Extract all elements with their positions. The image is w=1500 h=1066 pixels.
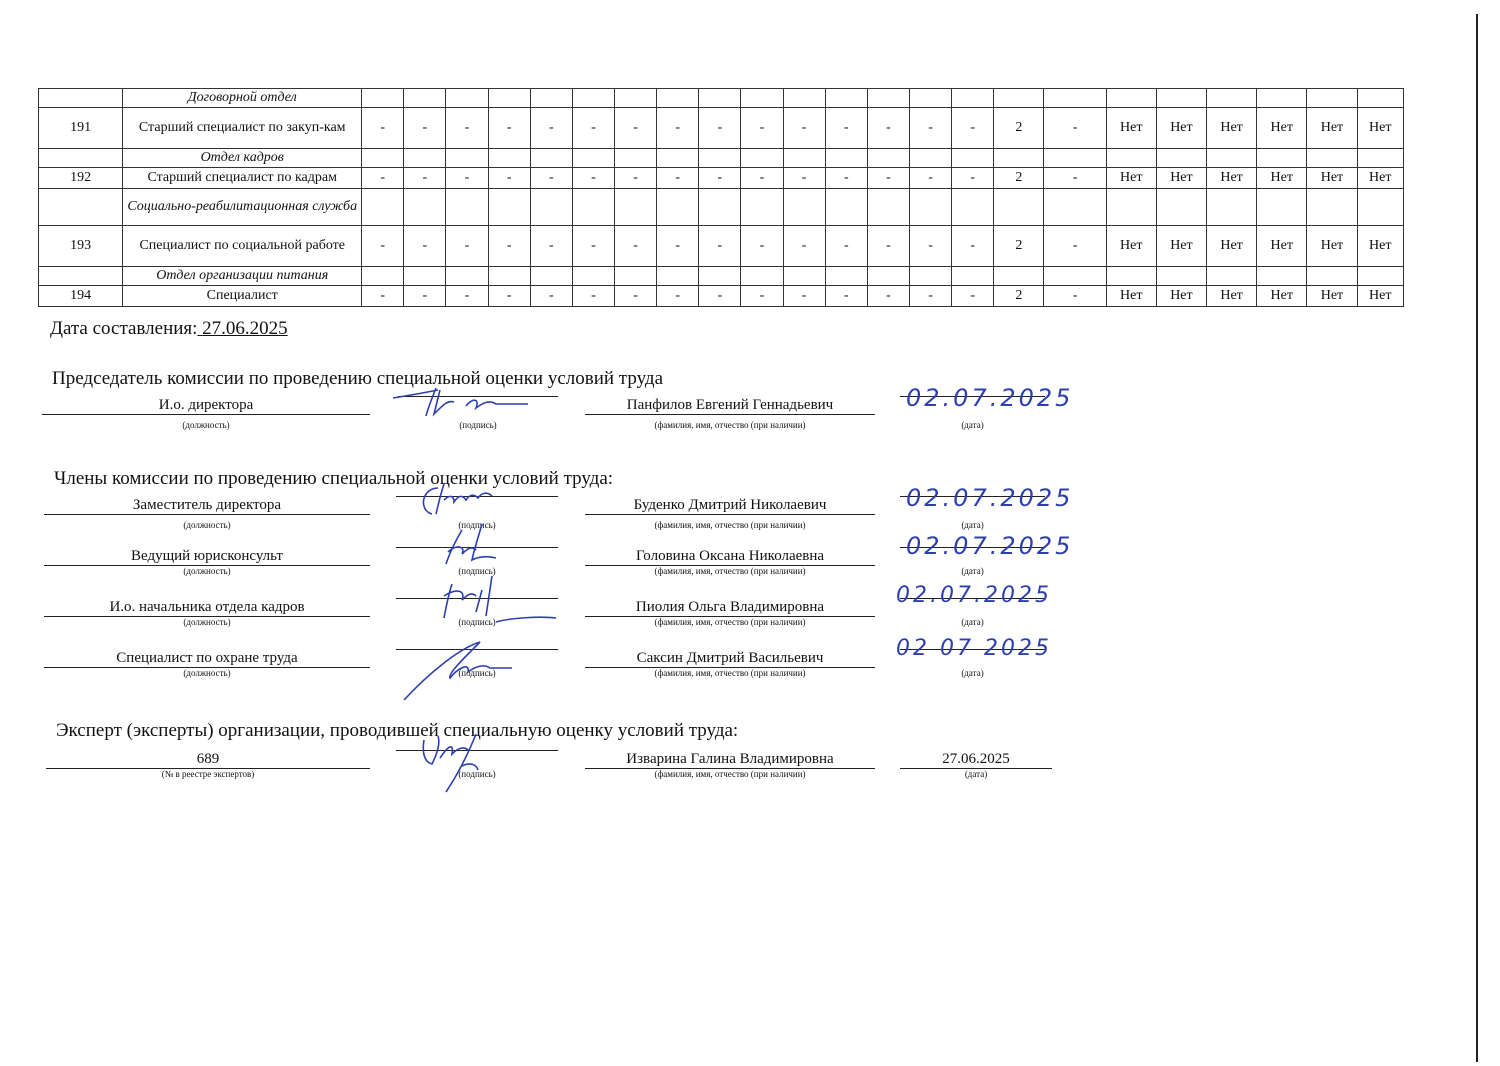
position-caption: (должность)	[183, 566, 231, 576]
table-cell: Нет	[1156, 226, 1206, 267]
table-cell: Специалист	[123, 286, 362, 307]
table-cell: Нет	[1106, 226, 1156, 267]
table-cell: Нет	[1207, 168, 1257, 189]
table-cell	[867, 149, 909, 168]
date-caption: (дата)	[961, 668, 984, 678]
table-cell	[1044, 267, 1106, 286]
table-cell	[530, 267, 572, 286]
table-cell	[39, 149, 123, 168]
table-cell: Нет	[1307, 108, 1357, 149]
table-cell	[657, 189, 699, 226]
table-cell: -	[362, 168, 404, 189]
table-cell: -	[952, 168, 994, 189]
table-cell	[825, 89, 867, 108]
table-cell	[1156, 149, 1206, 168]
table-cell: -	[404, 286, 446, 307]
table-cell	[572, 267, 614, 286]
expert-registry-no: 689	[46, 750, 370, 769]
table-cell: -	[488, 226, 530, 267]
table-cell	[1257, 89, 1307, 108]
table-cell	[39, 267, 123, 286]
table-cell	[39, 189, 123, 226]
table-cell: -	[446, 226, 488, 267]
table-cell: -	[572, 168, 614, 189]
position-caption: (должность)	[183, 617, 231, 627]
table-cell	[488, 89, 530, 108]
signature-caption: (подпись)	[458, 617, 496, 627]
date-compiled-label: Дата составления:	[50, 318, 198, 339]
table-cell: -	[867, 168, 909, 189]
table-cell: Нет	[1106, 286, 1156, 307]
table-cell	[909, 149, 951, 168]
table-cell	[825, 189, 867, 226]
table-cell: -	[1044, 108, 1106, 149]
table-cell: -	[530, 286, 572, 307]
table-cell	[1156, 189, 1206, 226]
table-cell: Нет	[1207, 286, 1257, 307]
table-cell	[530, 89, 572, 108]
fio-caption: (фамилия, имя, отчество (при наличии)	[654, 769, 806, 779]
table-cell: -	[446, 108, 488, 149]
table-cell: 193	[39, 226, 123, 267]
table-cell: -	[699, 226, 741, 267]
table-cell: -	[952, 226, 994, 267]
member-position: Специалист по охране труда	[44, 649, 370, 668]
table-cell: Нет	[1307, 286, 1357, 307]
table-cell: -	[952, 286, 994, 307]
table-cell	[530, 189, 572, 226]
table-cell	[825, 149, 867, 168]
chairman-heading: Председатель комиссии по проведению специальной оценки условий труда	[52, 368, 663, 389]
table-cell	[657, 149, 699, 168]
table-cell	[572, 189, 614, 226]
signature-caption: (подпись)	[458, 769, 496, 779]
table-cell	[952, 189, 994, 226]
chairman-name: Панфилов Евгений Геннадьевич	[585, 396, 875, 415]
table-cell	[530, 149, 572, 168]
table-cell	[699, 189, 741, 226]
date-compiled-value: 27.06.2025	[202, 318, 288, 339]
table-cell: -	[783, 108, 825, 149]
table-cell	[952, 89, 994, 108]
table-cell: -	[783, 226, 825, 267]
position-caption: (должность)	[183, 520, 231, 530]
member-name: Пиолия Ольга Владимировна	[585, 598, 875, 617]
table-cell	[39, 89, 123, 108]
table-cell	[994, 89, 1044, 108]
table-cell: -	[362, 286, 404, 307]
table-cell: 2	[994, 108, 1044, 149]
table-cell	[1156, 267, 1206, 286]
table-cell: Старший специалист по кадрам	[123, 168, 362, 189]
table-cell	[741, 267, 783, 286]
table-cell	[1307, 189, 1357, 226]
table-cell: -	[867, 286, 909, 307]
table-cell: -	[404, 168, 446, 189]
table-cell	[657, 267, 699, 286]
table-cell: -	[657, 286, 699, 307]
member-name: Буденко Дмитрий Николаевич	[585, 496, 875, 515]
table-row	[39, 168, 1404, 189]
table-cell: Старший специалист по закуп-кам	[123, 108, 362, 149]
date-caption: (дата)	[964, 769, 988, 779]
table-cell	[1044, 189, 1106, 226]
table-row	[39, 226, 1404, 267]
table-cell: 194	[39, 286, 123, 307]
table-cell	[362, 149, 404, 168]
table-cell: -	[909, 286, 951, 307]
member-signature	[432, 520, 522, 570]
table-cell: -	[952, 108, 994, 149]
table-cell	[362, 267, 404, 286]
table-cell	[1357, 89, 1403, 108]
fio-caption: (фамилия, имя, отчество (при наличии)	[654, 566, 806, 576]
table-cell	[488, 149, 530, 168]
member-name: Головина Оксана Николаевна	[585, 547, 875, 566]
table-cell: -	[657, 226, 699, 267]
table-section-row	[39, 149, 1404, 168]
signature-caption: (подпись)	[459, 420, 497, 430]
table-cell: Нет	[1257, 226, 1307, 267]
table-cell: -	[572, 226, 614, 267]
table-cell: -	[741, 168, 783, 189]
table-cell	[488, 267, 530, 286]
table-cell	[615, 149, 657, 168]
table-cell: -	[825, 286, 867, 307]
results-table	[38, 88, 1404, 307]
table-cell	[783, 267, 825, 286]
table-cell	[909, 189, 951, 226]
table-cell: -	[699, 108, 741, 149]
member-date: 02.07.2025	[906, 484, 1074, 512]
table-cell	[867, 89, 909, 108]
table-section-row	[39, 189, 1404, 226]
table-cell: -	[825, 108, 867, 149]
table-cell	[615, 189, 657, 226]
member-position: Ведущий юрисконсульт	[44, 547, 370, 566]
table-cell	[404, 89, 446, 108]
table-cell	[1044, 149, 1106, 168]
table-cell	[615, 267, 657, 286]
signature-caption: (подпись)	[458, 520, 496, 530]
table-cell: -	[825, 226, 867, 267]
table-cell	[1207, 267, 1257, 286]
table-cell	[615, 89, 657, 108]
table-cell	[446, 189, 488, 226]
table-cell: Специалист по социальной работе	[123, 226, 362, 267]
table-cell	[783, 89, 825, 108]
table-cell	[404, 267, 446, 286]
table-cell	[1156, 89, 1206, 108]
table-cell: 2	[994, 168, 1044, 189]
table-cell: Нет	[1207, 226, 1257, 267]
table-cell	[572, 89, 614, 108]
expert-date: 27.06.2025	[900, 750, 1052, 769]
table-cell	[1357, 267, 1403, 286]
table-cell	[657, 89, 699, 108]
fio-caption: (фамилия, имя, отчество (при наличии)	[654, 520, 806, 530]
member-date: 02.07.2025	[906, 532, 1074, 560]
table-section-row	[39, 267, 1404, 286]
table-cell	[1307, 267, 1357, 286]
table-cell: -	[657, 108, 699, 149]
table-cell	[783, 149, 825, 168]
date-caption: (дата)	[961, 617, 984, 627]
table-cell: -	[530, 168, 572, 189]
table-cell	[1106, 149, 1156, 168]
table-cell: -	[615, 226, 657, 267]
table-cell: -	[404, 226, 446, 267]
table-cell: -	[572, 108, 614, 149]
table-cell	[825, 267, 867, 286]
table-cell	[699, 149, 741, 168]
table-cell: Нет	[1357, 108, 1403, 149]
table-cell: -	[530, 226, 572, 267]
registry-caption: (№ в реестре экспертов)	[161, 769, 255, 779]
table-cell: -	[783, 286, 825, 307]
table-cell: -	[1044, 286, 1106, 307]
table-cell: -	[741, 286, 783, 307]
signature-caption: (подпись)	[458, 566, 496, 576]
table-cell	[1357, 189, 1403, 226]
table-cell	[446, 149, 488, 168]
table-cell	[1257, 149, 1307, 168]
table-cell: -	[530, 108, 572, 149]
date-compiled-line	[50, 318, 288, 340]
member-signature	[414, 480, 524, 524]
table-cell	[1257, 267, 1307, 286]
table-cell: 191	[39, 108, 123, 149]
table-cell: -	[783, 168, 825, 189]
table-cell: -	[615, 286, 657, 307]
table-cell	[446, 89, 488, 108]
table-cell	[446, 267, 488, 286]
date-caption: (дата)	[961, 566, 984, 576]
table-cell: Социально-реабилитационная служба	[123, 189, 362, 226]
table-cell: -	[362, 226, 404, 267]
table-cell: Нет	[1307, 168, 1357, 189]
table-cell: Нет	[1357, 286, 1403, 307]
table-cell: -	[488, 168, 530, 189]
table-cell	[572, 149, 614, 168]
table-cell: 2	[994, 286, 1044, 307]
chairman-position: И.о. директора	[42, 396, 370, 415]
table-cell	[741, 149, 783, 168]
table-cell	[362, 189, 404, 226]
table-section-row	[39, 89, 1404, 108]
table-cell: -	[699, 168, 741, 189]
signature-caption: (подпись)	[458, 668, 496, 678]
table-cell: -	[909, 108, 951, 149]
table-cell	[783, 189, 825, 226]
table-cell: -	[615, 108, 657, 149]
table-cell	[994, 267, 1044, 286]
members-heading: Члены комиссии по проведению специальной оценки условий труда:	[54, 468, 614, 489]
table-cell	[994, 189, 1044, 226]
table-cell: Нет	[1106, 168, 1156, 189]
expert-name: Изварина Галина Владимировна	[585, 750, 875, 769]
table-cell	[1357, 149, 1403, 168]
fio-caption: (фамилия, имя, отчество (при наличии)	[654, 617, 806, 627]
table-cell: Отдел кадров	[123, 149, 362, 168]
table-cell: -	[572, 286, 614, 307]
table-cell: Нет	[1207, 108, 1257, 149]
member-signature	[400, 612, 560, 704]
member-position: И.о. начальника отдела кадров	[44, 598, 370, 617]
table-cell	[1207, 189, 1257, 226]
table-cell: Нет	[1257, 168, 1307, 189]
table-cell: Нет	[1156, 168, 1206, 189]
table-cell	[404, 149, 446, 168]
member-position: Заместитель директора	[44, 496, 370, 515]
table-cell: 2	[994, 226, 1044, 267]
table-cell	[1044, 89, 1106, 108]
table-cell: Нет	[1257, 286, 1307, 307]
table-cell: Отдел организации питания	[123, 267, 362, 286]
table-cell: -	[657, 168, 699, 189]
member-name: Саксин Дмитрий Васильевич	[585, 649, 875, 668]
table-cell	[362, 89, 404, 108]
table-cell: -	[1044, 168, 1106, 189]
table-cell	[741, 189, 783, 226]
table-cell	[1106, 267, 1156, 286]
table-cell: -	[446, 168, 488, 189]
member-date: 02 07 2025	[896, 636, 1052, 661]
table-cell	[404, 189, 446, 226]
table-cell: -	[867, 108, 909, 149]
table-cell: -	[404, 108, 446, 149]
table-cell: -	[1044, 226, 1106, 267]
table-cell	[1207, 149, 1257, 168]
table-cell: -	[909, 168, 951, 189]
table-cell	[1307, 89, 1357, 108]
table-cell: -	[741, 108, 783, 149]
table-cell: -	[741, 226, 783, 267]
table-cell: Нет	[1106, 108, 1156, 149]
table-cell	[867, 189, 909, 226]
table-cell: 192	[39, 168, 123, 189]
member-date: 02.07.2025	[896, 583, 1052, 608]
table-cell	[952, 267, 994, 286]
position-caption: (должность)	[182, 420, 230, 430]
table-cell: Нет	[1307, 226, 1357, 267]
table-cell	[952, 149, 994, 168]
table-cell	[699, 89, 741, 108]
table-cell: -	[488, 286, 530, 307]
table-cell	[1257, 189, 1307, 226]
table-cell	[699, 267, 741, 286]
table-cell	[1307, 149, 1357, 168]
table-cell	[1207, 89, 1257, 108]
table-cell	[488, 189, 530, 226]
fio-caption: (фамилия, имя, отчество (при наличии)	[654, 420, 806, 430]
table-cell	[909, 89, 951, 108]
table-cell: -	[615, 168, 657, 189]
date-caption: (дата)	[961, 520, 984, 530]
table-cell	[994, 149, 1044, 168]
table-cell: -	[488, 108, 530, 149]
right-border-line	[1476, 14, 1478, 1062]
table-cell: -	[867, 226, 909, 267]
table-cell: Нет	[1156, 286, 1206, 307]
expert-signature	[418, 728, 498, 798]
table-cell: -	[825, 168, 867, 189]
fio-caption: (фамилия, имя, отчество (при наличии)	[654, 668, 806, 678]
table-cell: Нет	[1257, 108, 1307, 149]
chairman-signature	[388, 384, 538, 424]
table-cell: -	[362, 108, 404, 149]
table-cell	[1106, 89, 1156, 108]
chairman-date: 02.07.2025	[906, 384, 1074, 412]
table-cell	[867, 267, 909, 286]
table-row	[39, 108, 1404, 149]
table-row	[39, 286, 1404, 307]
table-cell: Нет	[1357, 168, 1403, 189]
table-cell	[909, 267, 951, 286]
position-caption: (должность)	[183, 668, 231, 678]
table-cell: -	[446, 286, 488, 307]
table-cell	[1106, 189, 1156, 226]
table-cell: Договорной отдел	[123, 89, 362, 108]
table-cell: -	[909, 226, 951, 267]
expert-heading: Эксперт (эксперты) организации, проводившей специальную оценку условий труда:	[56, 720, 739, 741]
table-cell	[741, 89, 783, 108]
table-cell: Нет	[1156, 108, 1206, 149]
table-cell: -	[699, 286, 741, 307]
table-cell: Нет	[1357, 226, 1403, 267]
date-caption: (дата)	[961, 420, 984, 430]
